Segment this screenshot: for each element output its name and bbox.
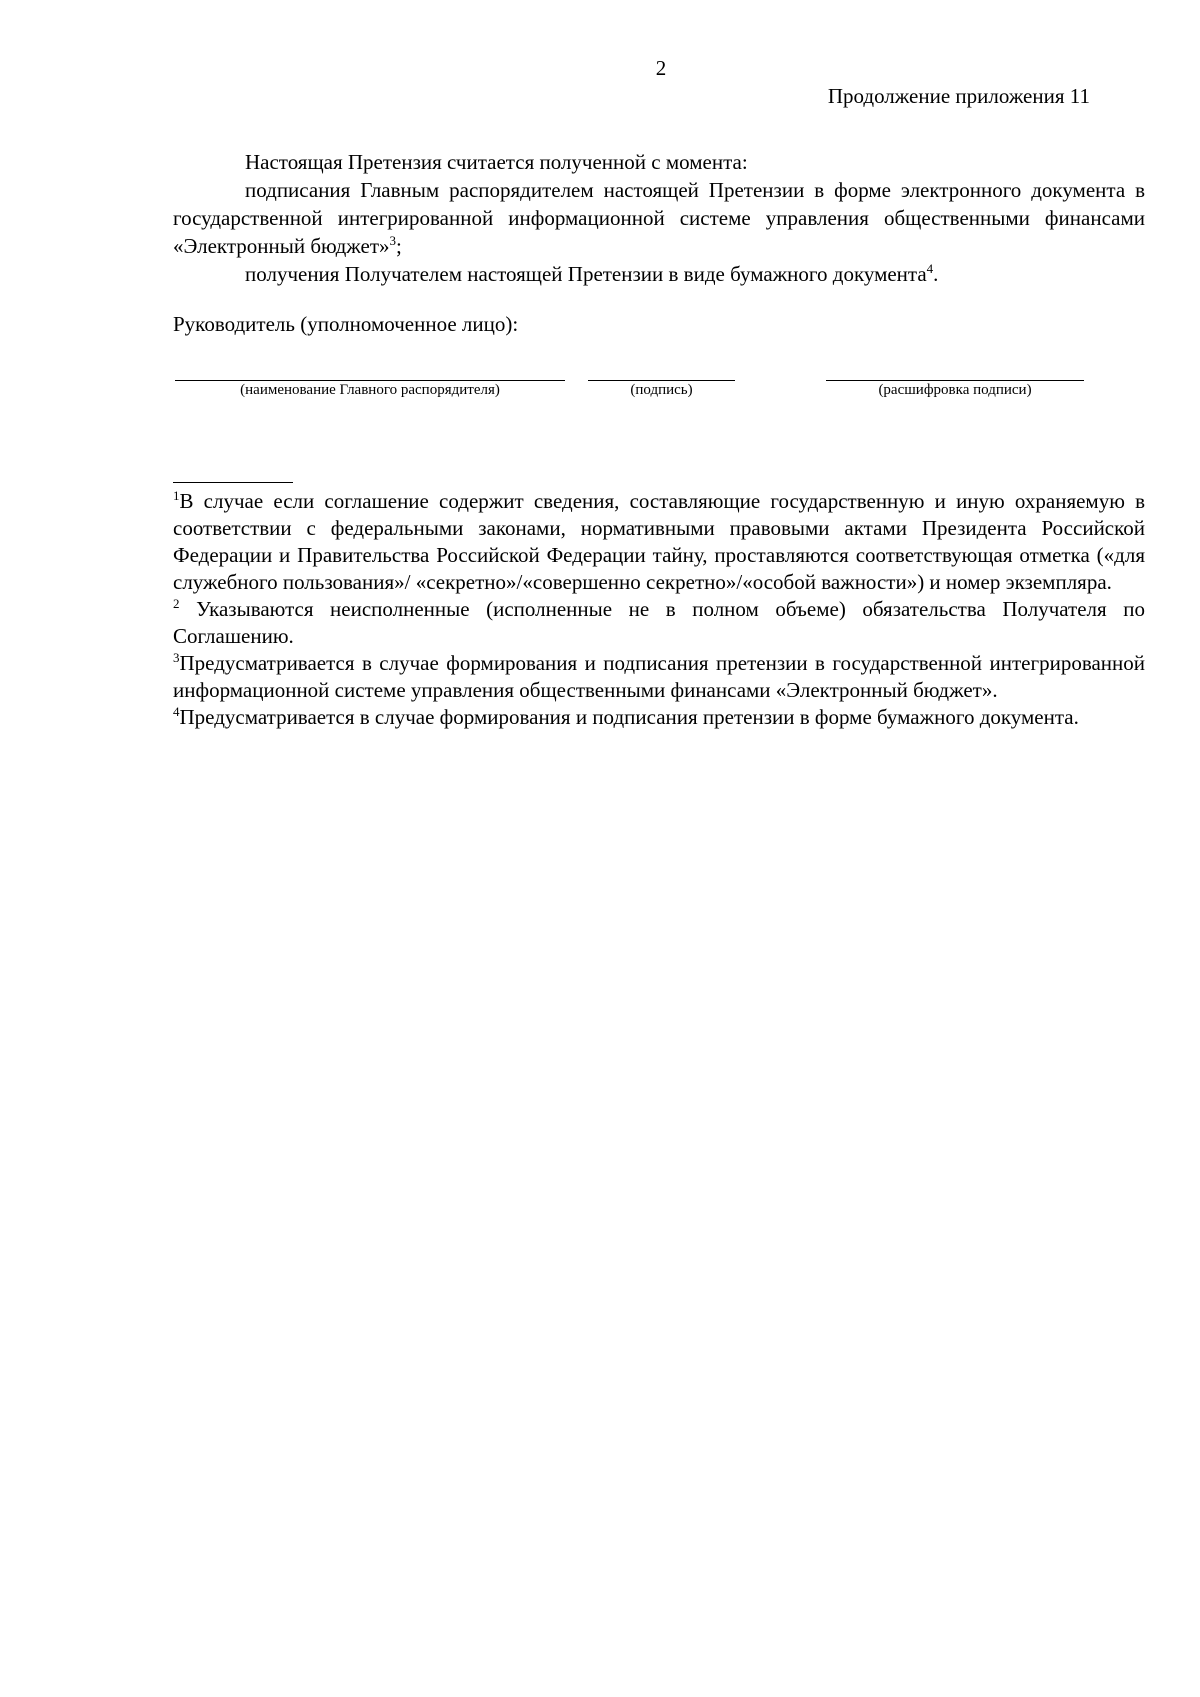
footnote-text: В случае если соглашение содержит сведения, составляющие государственную и иную охраняемую в соответствии с федеральными законами, нормативными правовыми актами Президента Российской Федерации и Правительства Российской Федерации тайну, проставляются соответствующая отметка («для служебного пользования»/ «секретно»/«совершенно секретно»/«особой важности») и номер экземпляра. — [173, 489, 1145, 594]
appendix-continuation-note: Продолжение приложения 11 — [827, 84, 1090, 108]
signature-field-organization — [175, 380, 565, 399]
footnote-number: 1 — [173, 488, 180, 503]
footnotes — [173, 488, 1145, 731]
footnote-number: 4 — [173, 704, 180, 719]
footnote-4 — [173, 704, 1145, 731]
footnote-ref-3: 3 — [389, 233, 397, 248]
signature-caption-sign: (подпись) — [630, 382, 693, 398]
page-number: 2 — [655, 56, 667, 80]
claim-body — [173, 148, 1145, 288]
footnote-separator — [173, 482, 293, 483]
footnote-3 — [173, 650, 1145, 704]
footnote-text: Предусматривается в случае формирования и подписания претензии в форме бумажного документа. — [179, 705, 1079, 729]
body-paragraph-3 — [173, 260, 1145, 288]
signature-field-decode — [826, 380, 1084, 399]
footnote-1 — [173, 488, 1145, 596]
footnote-text: Указываются неисполненные (исполненные не в полном объеме) обязательства Получателя по Соглашению. — [173, 597, 1145, 648]
body-paragraph-3-text: получения Получателем настоящей Претензии в виде бумажного документа — [245, 262, 927, 286]
body-paragraph-1: Настоящая Претензия считается полученной с момента: — [245, 150, 748, 174]
footnote-number: 3 — [173, 650, 180, 665]
body-paragraph-2-text: подписания Главным распорядителем настоящей Претензии в форме электронного документа в государственной интегрированной информационной системе управления общественными финансами «Электронный бюджет» — [173, 178, 1145, 258]
signature-caption-decode: (расшифровка подписи) — [878, 382, 1032, 398]
signer-label: Руководитель (уполномоченное лицо): — [173, 312, 519, 336]
body-paragraph-3-end: . — [933, 262, 939, 286]
signature-caption-organization: (наименование Главного распорядителя) — [240, 382, 500, 398]
footnote-text: Предусматривается в случае формирования и подписания претензии в государственной интегрированной информационной системе управления общественными финансами «Электронный бюджет». — [173, 651, 1145, 702]
body-paragraph-2 — [173, 176, 1145, 260]
footnote-2 — [173, 596, 1145, 650]
footnote-number: 2 — [173, 596, 180, 611]
signature-field-sign — [588, 380, 735, 399]
body-paragraph-2-end: ; — [396, 234, 402, 258]
footnote-ref-4: 4 — [926, 261, 934, 276]
